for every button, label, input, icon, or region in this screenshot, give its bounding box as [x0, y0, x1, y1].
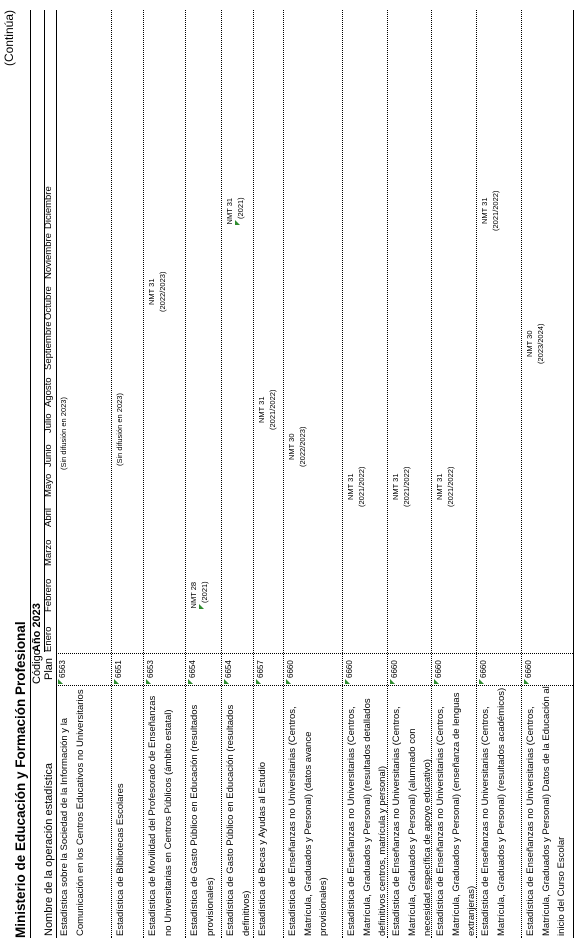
- plan-header: Plan: [43, 657, 55, 680]
- release-cell: [524, 324, 546, 364]
- operation-code: [479, 654, 488, 684]
- operation-name: Estadística de Enseñanzas no Universitarias (Centros, Matrícula, Graduados y Personal) (datos avance provisionales): [287, 706, 330, 936]
- release-cell: [345, 467, 367, 507]
- code-text: 6660: [390, 660, 399, 678]
- row-separator: [283, 10, 284, 938]
- comment-marker-icon: [479, 679, 484, 684]
- month-enero: Enero: [43, 626, 54, 652]
- nmt-code: NMT 30: [525, 330, 534, 358]
- ministry-title: Ministerio de Educación y Formación Profesional: [13, 621, 28, 938]
- month-septiembre: Septiembre: [43, 321, 54, 370]
- reference-period: (2021/2022): [402, 466, 411, 507]
- release-cell: [479, 191, 501, 231]
- row-separator: [476, 10, 477, 938]
- row-separator: [185, 10, 186, 938]
- code-text: 6660: [479, 660, 488, 678]
- reference-period: (2021/2022): [491, 190, 500, 231]
- code-text: 6657: [256, 660, 265, 678]
- operation-name: Estadística de Bibliotecas Escolares: [115, 783, 126, 936]
- column-divider: [56, 685, 573, 686]
- month-junio: Junio: [43, 444, 54, 467]
- continued-label: (Continúa): [2, 10, 16, 67]
- row-separator: [521, 10, 522, 938]
- operation-code: [286, 654, 295, 684]
- operation-code: [58, 654, 67, 684]
- nmt-code: NMT 31: [147, 278, 156, 306]
- code-text: 6651: [114, 660, 123, 678]
- comment-marker-icon: [256, 679, 261, 684]
- month-diciembre: Diciembre: [43, 186, 54, 229]
- row-separator: [221, 10, 222, 938]
- nmt-code: NMT 31: [480, 197, 489, 225]
- comment-marker-icon: [524, 679, 529, 684]
- comment-marker-icon: [114, 679, 119, 684]
- operation-code: [390, 654, 399, 684]
- operation-name: Estadística de Movilidad del Profesorado de Enseñanzas no Universitarias en Centros Públicos (ámbito estatal): [147, 695, 174, 936]
- reference-period: (2021/2022): [268, 389, 277, 430]
- release-cell: [434, 467, 456, 507]
- comment-marker-icon: [286, 679, 291, 684]
- operation-name: Estadística de Gasto Público en Educación (resultados provisionales): [189, 704, 216, 936]
- code-text: 6563: [58, 660, 67, 678]
- month-octubre: Octubre: [43, 286, 54, 320]
- code-text: 6660: [286, 660, 295, 678]
- row-separator: [143, 10, 144, 938]
- release-cell: [146, 272, 168, 312]
- reference-period: (2022/2023): [158, 271, 167, 312]
- nmt-code: NMT 31: [391, 473, 400, 501]
- nmt-code: NMT 31: [435, 473, 444, 501]
- comment-marker-icon: [434, 679, 439, 684]
- operation-name: Estadística de Gasto Público en Educación (resultados definitivos): [225, 704, 252, 936]
- comment-marker-icon: [224, 679, 229, 684]
- comment-marker-icon: [390, 679, 395, 684]
- operation-code: [524, 654, 533, 684]
- comment-marker-icon: [199, 604, 204, 609]
- comment-marker-icon: [188, 679, 193, 684]
- nmt-code: NMT 31: [225, 197, 234, 225]
- column-divider: [56, 653, 573, 654]
- month-mayo: Mayo: [43, 473, 54, 497]
- operation-name: Estadística de Enseñanzas no Universitarias (Centros, Matrícula, Graduados y Personal) (resultados detallados definitivos centros, matrícula y personal): [346, 698, 389, 936]
- nmt-code: NMT 28: [189, 581, 198, 609]
- operation-code: [114, 654, 123, 684]
- name-column-header: Nombre de la operación estadística: [43, 762, 55, 936]
- operation-code: [224, 654, 233, 684]
- code-text: 6660: [434, 660, 443, 678]
- operation-code: [188, 654, 197, 684]
- operation-code: [345, 654, 354, 684]
- release-cell: [224, 197, 246, 225]
- row-separator: [431, 10, 432, 938]
- month-abril: Abril: [43, 507, 54, 527]
- top-rule: [30, 10, 31, 938]
- month-marzo: Marzo: [43, 539, 54, 566]
- code-header: Código: [31, 649, 43, 684]
- release-cell: [390, 467, 412, 507]
- no-release-note: (Sin difusión en 2023): [59, 397, 68, 470]
- reference-period: (2021): [200, 581, 209, 603]
- month-julio: Julio: [43, 413, 54, 433]
- reference-period: (2022/2023): [298, 426, 307, 467]
- release-cell: [256, 390, 278, 430]
- reference-period: (2023/2024): [536, 323, 545, 364]
- operation-name: Estadística de Enseñanzas no Universitarias (Centros, Matrícula, Graduados y Personal) (resultados académicos): [480, 687, 507, 936]
- reference-period: (2021): [236, 197, 245, 219]
- release-cell: [188, 581, 210, 609]
- bottom-rule: [573, 10, 574, 938]
- operation-code: [434, 654, 443, 684]
- release-cell: [286, 427, 308, 467]
- reference-period: (2021/2022): [357, 466, 366, 507]
- year-header: Año 2023: [31, 603, 43, 652]
- code-text: 6660: [524, 660, 533, 678]
- operation-code: [256, 654, 265, 684]
- operation-code: [146, 654, 155, 684]
- code-text: 6654: [188, 660, 197, 678]
- operation-name: Estadística de Enseñanzas no Universitarias (Centros, Matrícula, Graduados y Personal) Datos de la Educación al inicio del Curso Escolar: [525, 686, 568, 936]
- row-separator: [253, 10, 254, 938]
- comment-marker-icon: [58, 679, 63, 684]
- row-separator: [111, 10, 112, 938]
- nmt-code: NMT 31: [257, 396, 266, 424]
- code-text: 6660: [345, 660, 354, 678]
- row-separator: [342, 10, 343, 938]
- comment-marker-icon: [345, 679, 350, 684]
- nmt-code: NMT 31: [346, 473, 355, 501]
- comment-marker-icon: [235, 220, 240, 225]
- operation-name: Estadística de Enseñanzas no Universitarias (Centros, Matrícula, Graduados y Personal) (alumnado con necesidad específica de apoyo educativo): [391, 706, 434, 936]
- nmt-code: NMT 30: [287, 433, 296, 461]
- no-release-note: (Sin difusión en 2023): [115, 393, 124, 466]
- operation-name: Estadística de Enseñanzas no Universitarias (Centros, Matrícula, Graduados y Personal) (enseñanza de lenguas extranjeras): [435, 692, 478, 936]
- month-noviembre: Noviembre: [43, 233, 54, 279]
- operation-name: Estadística de Becas y Ayudas al Estudio: [257, 761, 268, 936]
- row-separator: [387, 10, 388, 938]
- month-agosto: Agosto: [43, 377, 54, 407]
- operation-name: Estadística sobre la Sociedad de la Información y la Comunicación en los Centros Educativos no Universitarios: [59, 689, 86, 936]
- code-text: 6653: [146, 660, 155, 678]
- month-febrero: Febrero: [43, 578, 54, 612]
- reference-period: (2021/2022): [446, 466, 455, 507]
- code-text: 6654: [224, 660, 233, 678]
- comment-marker-icon: [146, 679, 151, 684]
